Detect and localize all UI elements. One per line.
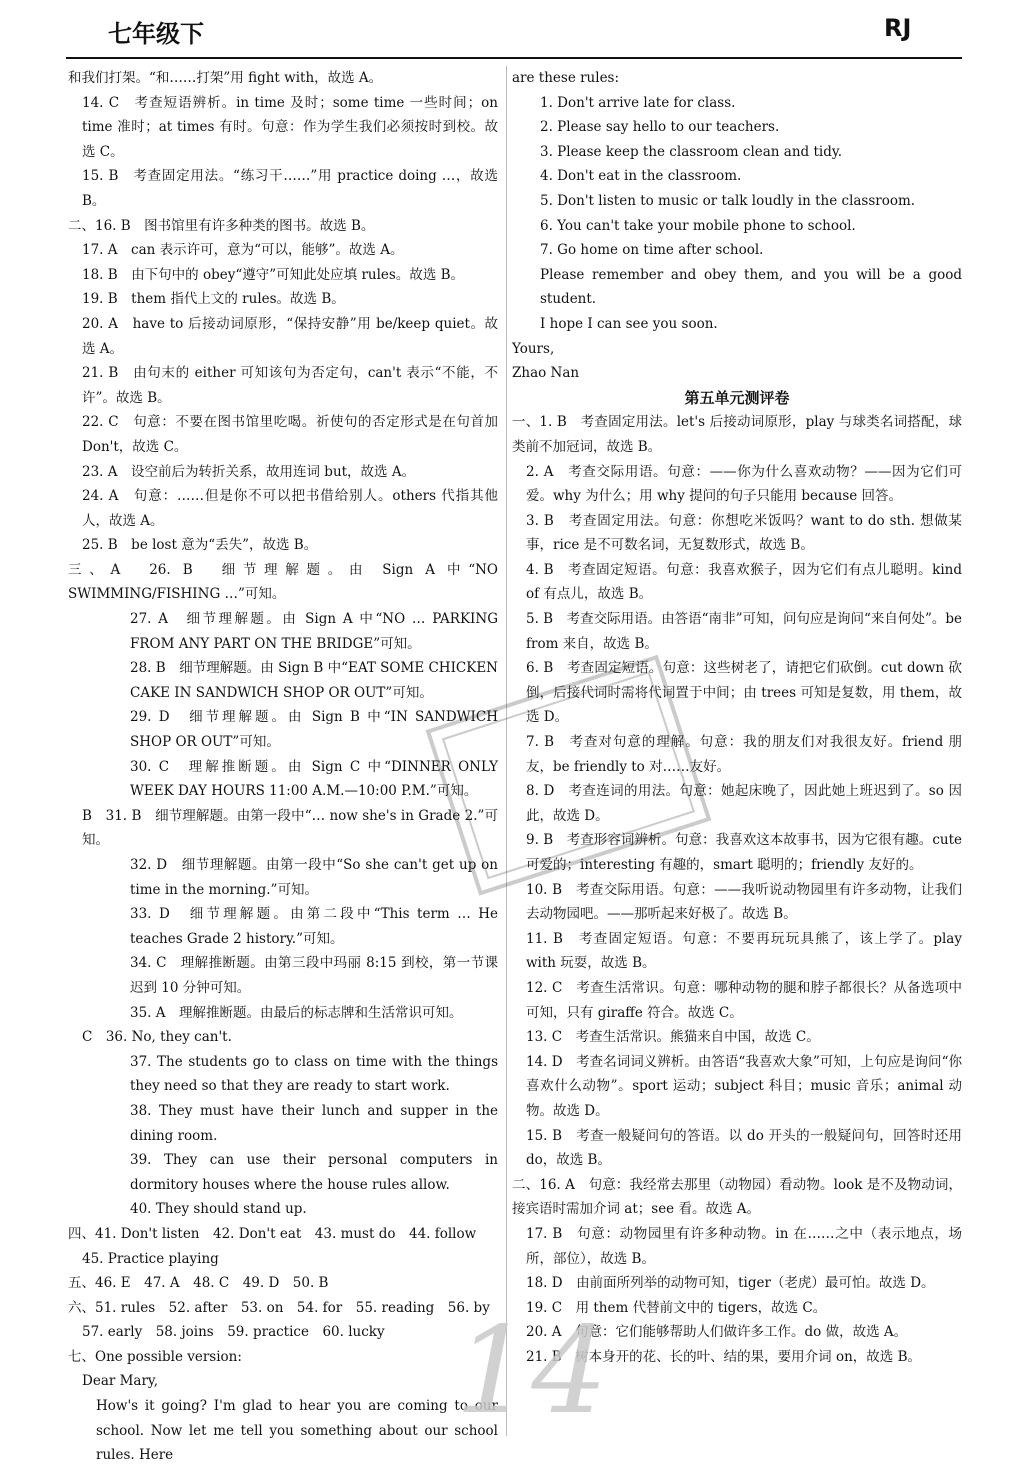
answer-line: 57. early 58. joins 59. practice 60. lucky	[82, 1324, 385, 1341]
answer-line: 8. D 考查连词的用法。句意：她起床晚了，因此她上班迟到了。so 因此，故选 D。	[526, 783, 962, 824]
answer-line: 32. D 细节理解题。由第一段中“So she can't get up on time in the morning.”可知。	[130, 857, 498, 898]
answer-line: 1. Don't arrive late for class.	[540, 94, 736, 111]
answer-line: 19. B them 指代上文的 rules。故选 B。	[82, 291, 345, 308]
answer-line: 37. The students go to class on time with the things they need so that they are ready to start work.	[130, 1053, 498, 1095]
answer-line: 39. They can use their personal computers in dormitory houses where the house rules allow.	[130, 1152, 498, 1193]
answer-line: 19. C 用 them 代替前文中的 tigers，故选 C。	[526, 1299, 827, 1316]
answer-line: 35. A 理解推断题。由最后的标志牌和生活常识可知。	[130, 1004, 463, 1021]
answer-line: 14. D 考查名词词义辨析。由答语“我喜欢大象”可知，上句应是询问“你喜欢什么动物”。sport 运动；subject 科目；music 音乐；animal 动物。故选 D。	[526, 1053, 962, 1119]
answer-line: 六、51. rules 52. after 53. on 54. for 55. reading 56. by	[68, 1299, 490, 1316]
answer-line: 20. A have to 后接动词原形，“保持安静”用 be/keep quiet。故选 A。	[82, 315, 498, 357]
answer-line: 28. B 细节理解题。由 Sign B 中“EAT SOME CHICKEN CAKE IN SANDWICH SHOP OR OUT”可知。	[130, 660, 498, 701]
answer-line: 和我们打架。“和……打架”用 fight with，故选 A。	[68, 70, 383, 86]
answer-line: 14. C 考查短语辨析。in time 及时；some time 一些时间；on time 准时；at times 有时。句意：作为学生我们必须按时到校。故选 C。	[82, 94, 498, 160]
answer-line: C 36. No, they can't.	[82, 1029, 232, 1046]
answer-line: are these rules:	[512, 70, 620, 86]
answer-line: B 31. B 细节理解题。由第一段中“… now she's in Grade 2.”可知。	[82, 807, 498, 849]
answer-line: 6. B 考查固定短语。句意：这些树老了，请把它们砍倒。cut down 砍倒，后接代词时需将代词置于中间；由 trees 可知是复数，用 them，故选 D。	[526, 660, 962, 726]
answer-line: Dear Mary,	[82, 1373, 159, 1390]
answer-line: 6. You can't take your mobile phone to school.	[540, 217, 856, 234]
answer-line: 4. Don't eat in the classroom.	[540, 168, 742, 185]
page-number: 14	[455, 1302, 608, 1441]
answer-line: 四、41. Don't listen 42. Don't eat 43. must do 44. follow	[68, 1225, 477, 1242]
answer-line: 一、1. B 考查固定用法。let's 后接动词原形，play 与球类名词搭配，球类前不加冠词，故选 B。	[512, 414, 962, 455]
answer-line: 9. B 考查形容词辨析。句意：我喜欢这本故事书，因为它很有趣。cute 可爱的；interesting 有趣的，smart 聪明的；friendly 友好的。	[526, 832, 962, 873]
answer-line: 7. B 考查对句意的理解。句意：我的朋友们对我很友好。friend 朋友，be friendly to 对……友好。	[526, 734, 962, 775]
stamp-watermark	[420, 650, 720, 910]
answer-line: 13. C 考查生活常识。熊猫来自中国，故选 C。	[526, 1029, 820, 1046]
answer-line: 25. B be lost 意为“丢失”，故选 B。	[82, 537, 318, 554]
answer-line: 11. B 考查固定短语。句意：不要再玩玩具熊了，该上学了。play with 玩耍，故选 B。	[526, 930, 962, 972]
answer-line: 21. B 由句末的 either 可知该句为否定句，can't 表示“不能，不许”。故选 B。	[82, 365, 498, 406]
answer-line: How's it going? I'm glad to hear you are coming to our school. Now let me tell you something about our school rules. Here	[96, 1398, 498, 1464]
header-rule	[66, 57, 962, 59]
answer-line: 三、A 26. B 细节理解题。由 Sign A 中“NO SWIMMING/FISHING …”可知。	[68, 561, 498, 603]
answer-line: 22. C 句意：不要在图书馆里吃喝。祈使句的否定形式是在句首加 Don't，故选 C。	[82, 414, 498, 455]
answer-line: 20. A 句意：它们能够帮助人们做许多工作。do 做，故选 A。	[526, 1324, 908, 1341]
answer-line: 二、16. A 句意：我经常去那里（动物园）看动物。look 是不及物动词，接宾语时需加介词 at；see 看。故选 A。	[512, 1176, 962, 1218]
answer-line: 2. Please say hello to our teachers.	[540, 119, 780, 136]
answer-line: Yours,	[512, 340, 555, 357]
answer-line: 10. B 考查交际用语。句意：——我听说动物园里有许多动物，让我们去动物园吧。——那听起来好极了。故选 B。	[526, 881, 962, 923]
answer-line: 5. B 考查交际用语。由答语“南非”可知，问句应是询问“来自何处”。be from 来自，故选 B。	[526, 611, 962, 652]
answer-line: Please remember and obey them, and you will be a good student.	[540, 266, 962, 308]
answer-line: 29. D 细节理解题。由 Sign B 中“IN SANDWICH SHOP OR OUT”可知。	[130, 709, 498, 751]
edition-label: RJ	[884, 14, 912, 42]
answer-line: 27. A 细节理解题。由 Sign A 中“NO … PARKING FROM ANY PART ON THE BRIDGE”可知。	[130, 611, 498, 652]
answer-line: 15. B 考查一般疑问句的答语。以 do 开头的一般疑问句，回答时还用 do，故选 B。	[526, 1127, 962, 1169]
answer-line: 4. B 考查固定短语。句意：我喜欢猴子，因为它们有点儿聪明。kind of 有点儿，故选 B。	[526, 561, 962, 603]
section-title: 第五单元测评卷	[684, 388, 790, 407]
answer-line: 30. C 理解推断题。由 Sign C 中“DINNER ONLY WEEK DAY HOURS 11:00 A.M.—10:00 P.M.”可知。	[130, 758, 498, 800]
answer-line: 3. Please keep the classroom clean and tidy.	[540, 143, 842, 160]
page-header	[0, 0, 1024, 56]
answer-line: 33. D 细节理解题。由第二段中“This term … He teaches Grade 2 history.”可知。	[130, 906, 498, 947]
answer-line: 15. B 考查固定用法。“练习干……”用 practice doing …，故选 B。	[82, 168, 498, 209]
answer-line: 2. A 考查交际用语。句意：——你为什么喜欢动物？——因为它们可爱。why 为什么；用 why 提问的句子只能用 because 回答。	[526, 463, 962, 505]
answer-line: 17. B 句意：动物园里有许多种动物。in 在……之中（表示地点，场所，部位），故选 B。	[526, 1225, 962, 1267]
answer-line: 18. D 由前面所列举的动物可知，tiger（老虎）最可怕。故选 D。	[526, 1275, 935, 1292]
answer-line: 23. A 设空前后为转折关系，故用连词 but，故选 A。	[82, 463, 416, 480]
answer-line: 3. B 考查固定用法。句意：你想吃米饭吗？want to do sth. 想做某事，rice 是不可数名词，无复数形式，故选 B。	[526, 512, 962, 554]
answer-line: 18. B 由下句中的 obey“遵守”可知此处应填 rules。故选 B。	[82, 266, 465, 283]
answer-line: 17. A can 表示许可，意为“可以，能够”。故选 A。	[82, 242, 404, 259]
answer-line: 24. A 句意：……但是你不可以把书借给别人。others 代指其他人，故选 A。	[82, 488, 498, 529]
answer-line: 二、16. B 图书馆里有许多种类的图书。故选 B。	[68, 217, 375, 234]
answer-line: 12. C 考查生活常识。句意：哪种动物的腿和脖子都很长？从备选项中可知，只有 giraffe 符合。故选 C。	[526, 979, 962, 1021]
grade-label: 七年级下	[108, 20, 204, 48]
answer-line: 38. They must have their lunch and supper in the dining room.	[130, 1102, 498, 1144]
answer-line: Zhao Nan	[512, 365, 580, 382]
answer-line: 7. Go home on time after school.	[540, 242, 764, 259]
answer-line: 5. Don't listen to music or talk loudly in the classroom.	[540, 192, 916, 209]
answer-line: 21. B 树本身开的花、长的叶、结的果，要用介词 on，故选 B。	[526, 1348, 922, 1365]
answer-line: 45. Practice playing	[82, 1250, 219, 1267]
answer-line: 五、46. E 47. A 48. C 49. D 50. B	[68, 1275, 329, 1292]
answer-line: 七、One possible version:	[68, 1348, 242, 1365]
answer-line: 34. C 理解推断题。由第三段中玛丽 8:15 到校，第一节课迟到 10 分钟可知。	[130, 955, 498, 996]
answer-line: I hope I can see you soon.	[540, 315, 718, 332]
answer-line: 40. They should stand up.	[130, 1201, 307, 1218]
